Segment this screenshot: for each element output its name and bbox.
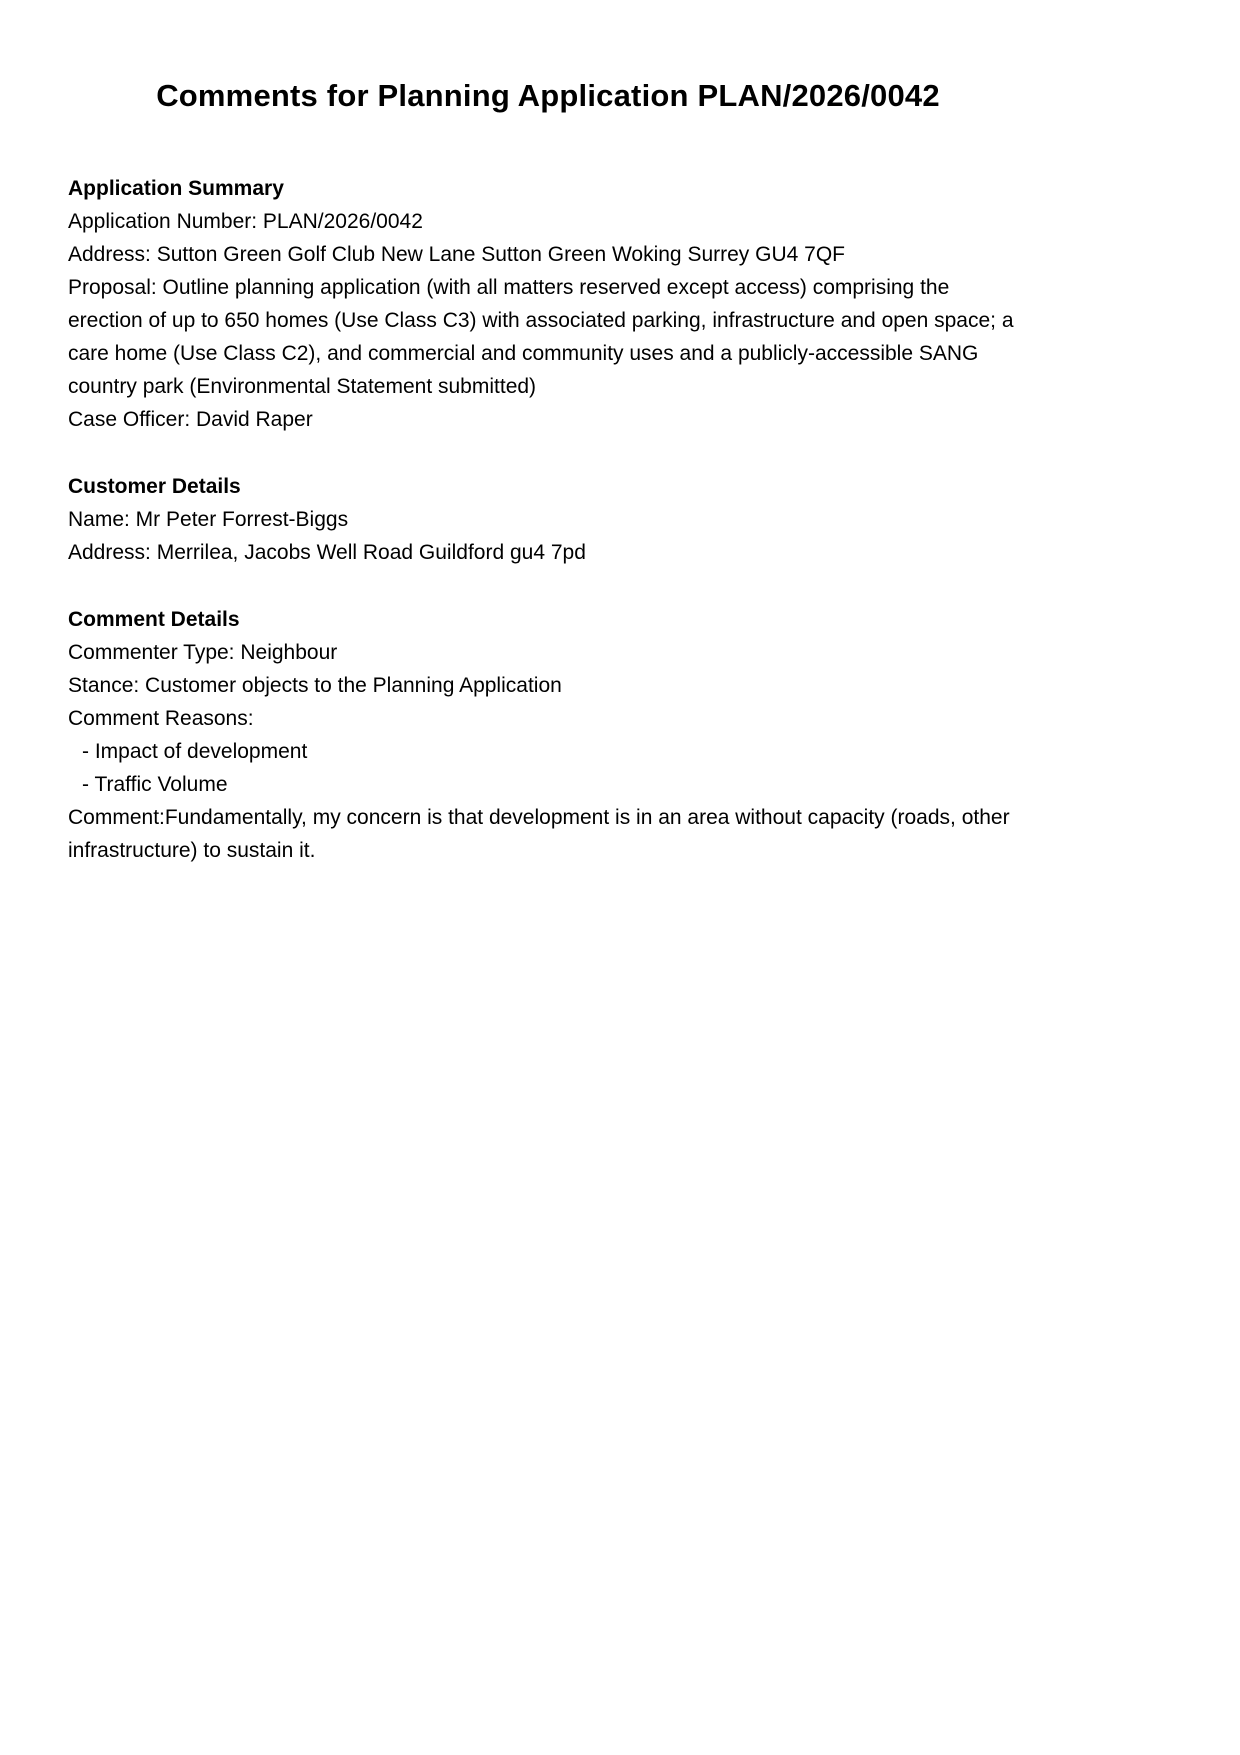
section-comment-details (68, 603, 1028, 867)
document-content (68, 78, 1028, 867)
section-application-summary (68, 172, 1028, 436)
comment-reasons-label: Comment Reasons: (68, 707, 254, 730)
application-address-line: Address: Sutton Green Golf Club New Lane Sutton Green Woking Surrey GU4 7QF (68, 243, 845, 266)
case-officer-line: Case Officer: David Raper (68, 408, 313, 431)
document-title: Comments for Planning Application PLAN/2026/0042 (156, 78, 940, 113)
stance-line: Stance: Customer objects to the Planning Application (68, 674, 562, 697)
section-customer-details (68, 470, 1028, 569)
comment-reason-item: - Impact of development (82, 740, 308, 763)
customer-address-line: Address: Merrilea, Jacobs Well Road Guildford gu4 7pd (68, 541, 586, 564)
commenter-type-line: Commenter Type: Neighbour (68, 641, 338, 664)
comment-reason-item: - Traffic Volume (82, 773, 228, 796)
comment-text-line: Comment:Fundamentally, my concern is that development is in an area without capacity (roads, other infrastructure) to sustain it. (68, 806, 1010, 862)
application-number-line: Application Number: PLAN/2026/0042 (68, 210, 423, 233)
proposal-line: Proposal: Outline planning application (with all matters reserved except access) comprising the erection of up to 650 homes (Use Class C3) with associated parking, infrastructure and open space; a care home (Use Class C2), and commercial and community uses and a publicly-accessible SANG country park (Environmental Statement submitted) (68, 276, 1014, 398)
customer-name-line: Name: Mr Peter Forrest-Biggs (68, 508, 349, 531)
comment-details-heading: Comment Details (68, 608, 240, 631)
application-summary-heading: Application Summary (68, 177, 284, 200)
customer-details-heading: Customer Details (68, 475, 241, 498)
